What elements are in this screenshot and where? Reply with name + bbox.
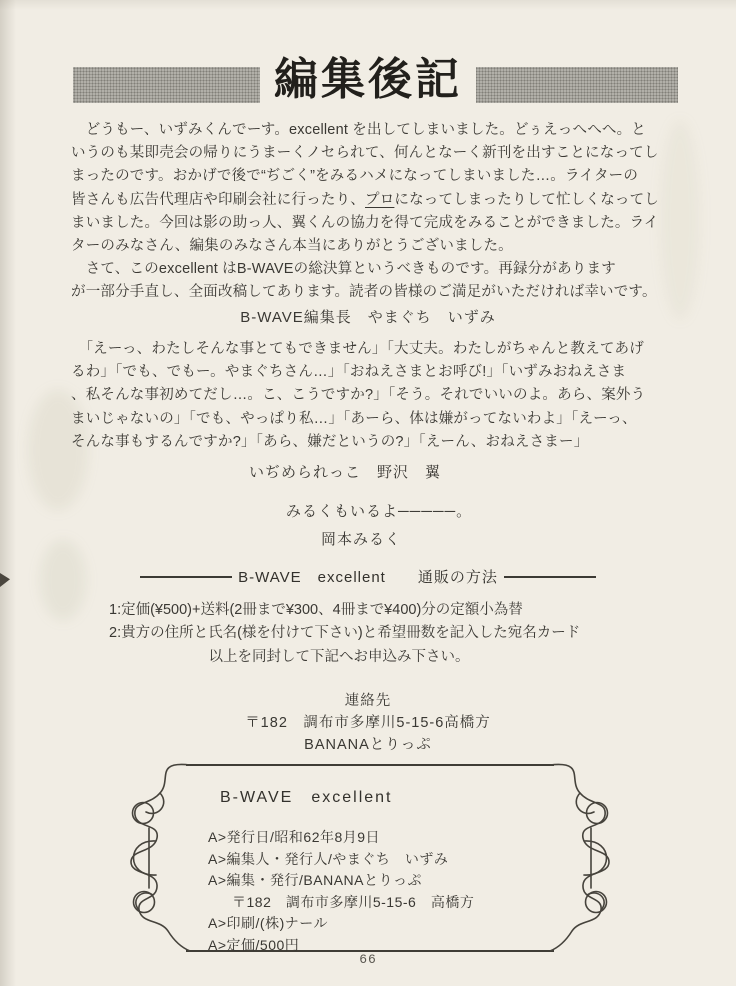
mailorder-item: 2:貴方の住所と氏名(様を付けて下さい)と希望冊数を記入した宛名カード	[109, 625, 581, 642]
afterword-text: 皆さんも広告代理店や印刷会社に行ったり、	[71, 191, 365, 208]
scan-edge-shadow	[0, 0, 736, 10]
afterword-line: まったのです。おかげで後で“ぢごく”をみるハメになってしまいました…。ライターの	[71, 168, 639, 185]
colophon-entry: 〒182 調布市多摩川5-15-6 高橋方	[232, 893, 475, 910]
contact-name: BANANAとりっぷ	[304, 737, 432, 753]
afterword-line-underlined	[71, 189, 677, 212]
contact-label: 連絡先	[344, 693, 392, 709]
afterword-line: さて、このexcellent はB-WAVEの総決算というべきものです。再録分があります	[71, 261, 616, 278]
contact-address: 〒182 調布市多摩川5-15-6高橋方	[245, 715, 491, 731]
afterword-paragraph	[71, 119, 677, 305]
contact-section	[0, 690, 736, 756]
dialog-line: 「えーっ、わたしそんな事とてもできません」「大丈夫。わたしがちゃんと教えてあげ	[71, 341, 644, 357]
underlined-word: プロ	[365, 191, 395, 208]
dialog-line: るわ」「でも、でもー。やまぐちさん…」「おねえさまとお呼び!」「いずみおねえさま	[71, 364, 627, 381]
editor-byline: B-WAVE編集長 やまぐち いずみ	[240, 309, 496, 326]
afterword-text: になってしまったりして忙しくなってし	[394, 191, 660, 208]
dialog-line: そんな事もするんですか?」「あら、嫌だというの?」「えーん、おねえさまー」	[71, 433, 589, 450]
page-number: 66	[359, 952, 377, 967]
mailorder-heading	[0, 566, 736, 587]
colophon-title: B-WAVE excellent	[220, 789, 393, 806]
scan-edge-shadow	[0, 0, 16, 986]
heading-rule-left	[140, 576, 232, 578]
flourish-ornament-left	[108, 760, 190, 958]
colophon-entry: A>定価/500円	[208, 936, 300, 953]
afterword-line: ターのみなさん、編集のみなさん本当にありがとうございました。	[71, 238, 513, 255]
colophon-content	[208, 776, 608, 957]
milk-note: みるくもいるよ─────。	[286, 503, 473, 520]
colophon-entry: A>印刷/(株)ナール	[208, 915, 328, 932]
page-title: 編集後記	[260, 56, 476, 104]
heading-rule-right	[504, 576, 596, 578]
mailorder-items	[109, 599, 649, 669]
author-byline-milk: 岡本みるく	[321, 531, 402, 548]
mailorder-item: 以上を同封して下記へお申込み下さい。	[208, 648, 470, 665]
dialog-line: 、私そんな事初めてだし…。こ、こうですか?」「そう。それでいいのよ。あら、案外う	[71, 387, 646, 404]
mailorder-item: 1:定価(¥500)+送料(2冊まで¥300、4冊まで¥400)分の定額小為替	[109, 602, 523, 618]
colophon-frame-top	[186, 764, 554, 766]
afterword-line: いうのも某即売会の帰りにうまーくノセられて、何んとなーく新刊を出すことになってし	[71, 145, 659, 162]
colophon-entry: A>発行日/昭和62年8月9日	[208, 829, 381, 845]
afterword-line: どうもー、いずみくんでーす。excellent を出してしまいました。どぅえっへへへ。と	[71, 122, 646, 138]
dialog-paragraph	[71, 338, 677, 454]
colophon-box	[108, 760, 632, 958]
author-byline-tsubasa: いぢめられっこ 野沢 翼	[249, 464, 442, 481]
afterword-line: が一部分手直し、全面改稿してあります。読者の皆様のご満足がいただければ幸いです。	[71, 284, 657, 301]
mailorder-heading-label: B-WAVE excellent 通販の方法	[238, 569, 498, 586]
afterword-line: まいました。今回は影の助っ人、翼くんの協力を得て完成をみることができました。ライ	[71, 214, 659, 231]
dialog-line: まいじゃないの」「でも、やっぱり私…」「あーら、体は嫌がってないわよ」「えーっ、	[71, 410, 637, 427]
colophon-entry: A>編集人・発行人/やまぐち いずみ	[208, 850, 449, 867]
colophon-entry: A>編集・発行/BANANAとりっぷ	[208, 872, 422, 889]
